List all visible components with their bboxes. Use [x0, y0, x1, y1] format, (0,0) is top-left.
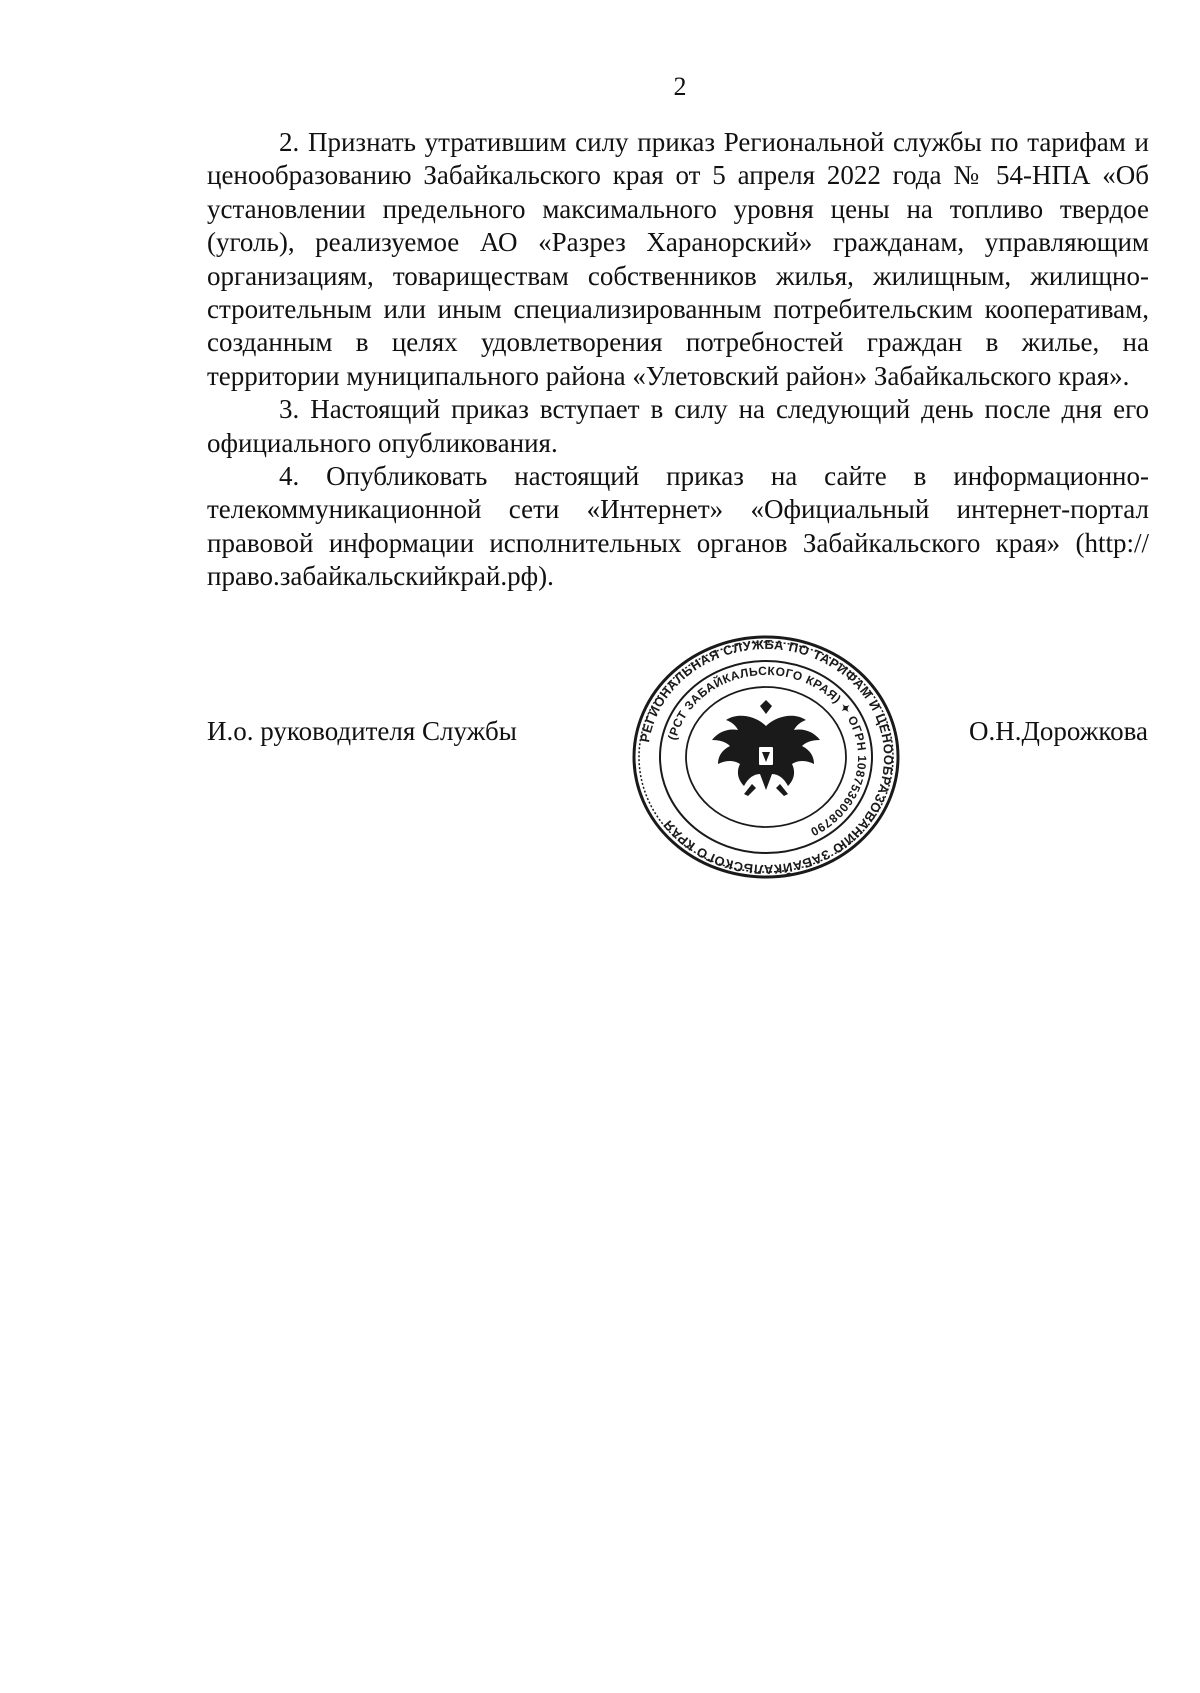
page-number: 2 [673, 72, 687, 101]
signatory-name: О.Н.Дорожкова [968, 716, 1148, 746]
document-body [207, 126, 1149, 594]
coat-of-arms-icon [712, 700, 820, 796]
signatory-position: И.о. руководителя Службы [207, 716, 517, 746]
seal-icon [630, 634, 902, 880]
seal-outer-text: РЕГИОНАЛЬНАЯ СЛУЖБА ПО ТАРИФАМ И ЦЕНООБРАЗОВАНИЮ ЗАБАЙКАЛЬСКОГО КРАЯ [637, 636, 897, 878]
seal-inner-text: (РСТ ЗАБАЙКАЛЬСКОГО КРАЯ) ✦ ОГРН 1087536008790 [665, 663, 870, 840]
paragraph-3: 3. Настоящий приказ вступает в силу на следующий день после дня его официального опубликования. [207, 394, 1149, 458]
paragraph-2: 2. Признать утратившим силу приказ Региональной службы по тарифам и ценообразованию Забайкальского края от 5 апреля 2022 года № 54-НПА «Об установлении предельного максимального уровня цены на топливо твердое (уголь), реализуемое АО «Разрез Харанорский» гражданам, управляющим организациям, товариществам собственников жилья, жилищным, жилищно-строительным или иным специализированным потребительским кооперативам, созданным в целях удовлетворения потребностей граждан в жилье, на территории муниципального района «Улетовский район» Забайкальского края». [207, 127, 1149, 391]
official-seal [630, 634, 902, 880]
paragraph-4: 4. Опубликовать настоящий приказ на сайте в информационно-телекоммуникационной сети «Интернет» «Официальный интернет-портал правовой информации исполнительных органов Забайкальского края» (http://право.забайкальскийкрай.рф). [207, 461, 1149, 592]
